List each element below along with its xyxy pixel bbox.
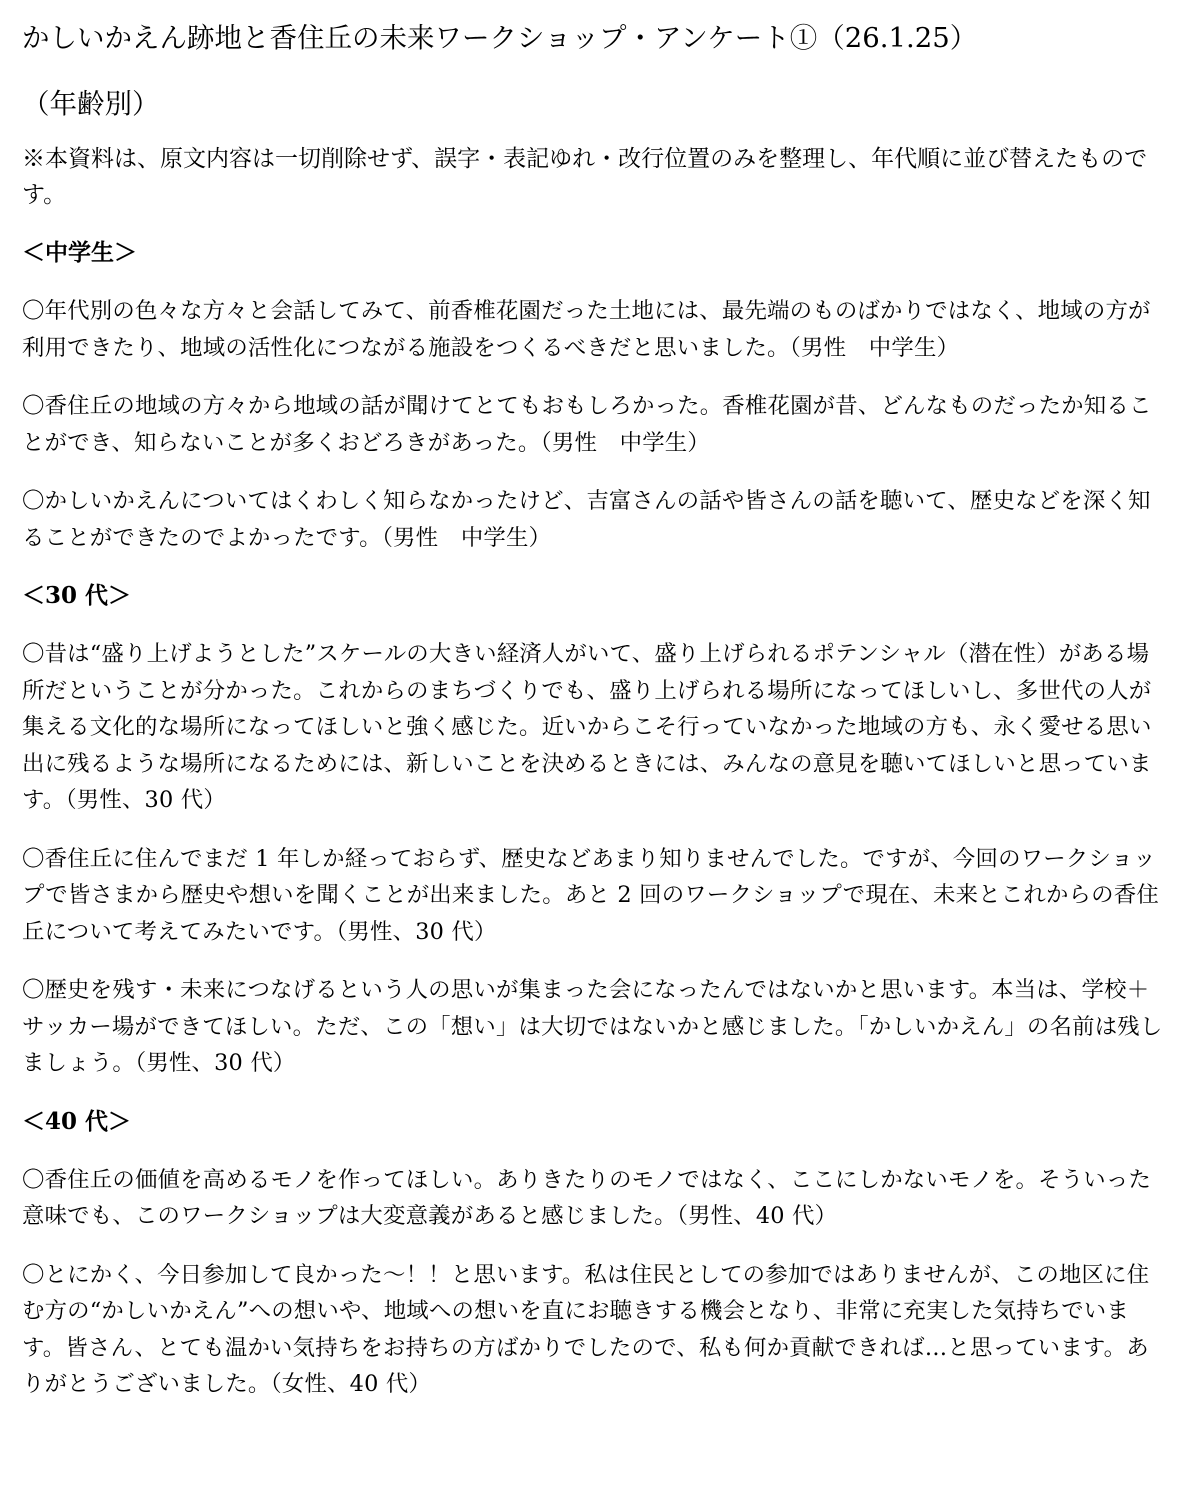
survey-comment: 〇とにかく、今日参加して良かった～！！と思います。私は住民としての参加ではありませんが、この地区に住む方の“かしいかえん”への想いや、地域への想いを直にお聴きする機会となり、非常に充実した気持ちでいます。皆さん、とても温かい気持ちをお持ちの方ばかりでしたので、私も何か貢献できれば…と思っています。ありがとうございました。（女性、40 代） [22,1261,1150,1397]
section-heading: ＜30 代＞ [22,582,132,609]
survey-comment: 〇昔は“盛り上げようとした”スケールの大きい経済人がいて、盛り上げられるポテンシャル（潜在性）がある場所だということが分かった。これからのまちづくりでも、盛り上げられる場所になってほしいし、多世代の人が集える文化的な場所になってほしいと強く感じた。近いからこそ行っていなかった地域の方も、永く愛せる思い出に残るような場所になるためには、新しいことを決めるときには、みんなの意見を聴いてほしいと思っています。（男性、30 代） [22,641,1152,813]
comment-list [22,293,1166,556]
survey-comment: 〇香住丘の地域の方々から地域の話が聞けてとてもおもしろかった。香椎花園が昔、どんなものだったか知ることができ、知らないことが多くおどろきがあった。（男性 中学生） [22,393,1152,456]
editorial-note: ※本資料は、原文内容は一切削除せず、誤字・表記ゆれ・改行位置のみを整理し、年代順に並び替えたものです。 [22,146,1148,208]
survey-comment: 〇年代別の色々な方々と会話してみて、前香椎花園だった土地には、最先端のものばかりではなく、地域の方が利用できたり、地域の活性化につながる施設をつくるべきだと思いました。（男性 中学生） [22,298,1151,361]
comment-list [22,636,1166,1082]
survey-comment: 〇香住丘に住んでまだ 1 年しか経っておらず、歴史などあまり知りませんでした。ですが、今回のワークショップで皆さまから歴史や想いを聞くことが出来ました。あと 2 回のワークショップで現在、未来とこれからの香住丘について考えてみたいです。（男性、30 代） [22,845,1159,945]
document-subtitle: （年齢別） [22,88,160,120]
section-40s [22,1104,1166,1403]
survey-comment: 〇かしいかえんについてはくわしく知らなかったけど、吉富さんの話や皆さんの話を聴いて、歴史などを深く知ることができたのでよかったです。（男性 中学生） [22,488,1151,551]
document-title: かしいかえん跡地と香住丘の未来ワークショップ・アンケート①（26.1.25） [22,22,978,54]
section-heading: ＜40 代＞ [22,1107,132,1135]
survey-comment: 〇歴史を残す・未来につなげるという人の思いが集まった会になったんではないかと思います。本当は、学校＋サッカー場ができてほしい。ただ、この「想い」は大切ではないかと感じました。「かしいかえん」の名前は残しましょう。（男性、30 代） [22,977,1163,1076]
survey-comment: 〇香住丘の価値を高めるモノを作ってほしい。ありきたりのモノではなく、ここにしかないモノを。そういった意味でも、このワークショップは大変意義があると感じました。（男性、40 代） [22,1166,1152,1229]
section-junior-high [22,235,1166,556]
comment-list [22,1162,1166,1403]
section-heading: ＜中学生＞ [22,239,137,266]
section-30s [22,578,1166,1082]
